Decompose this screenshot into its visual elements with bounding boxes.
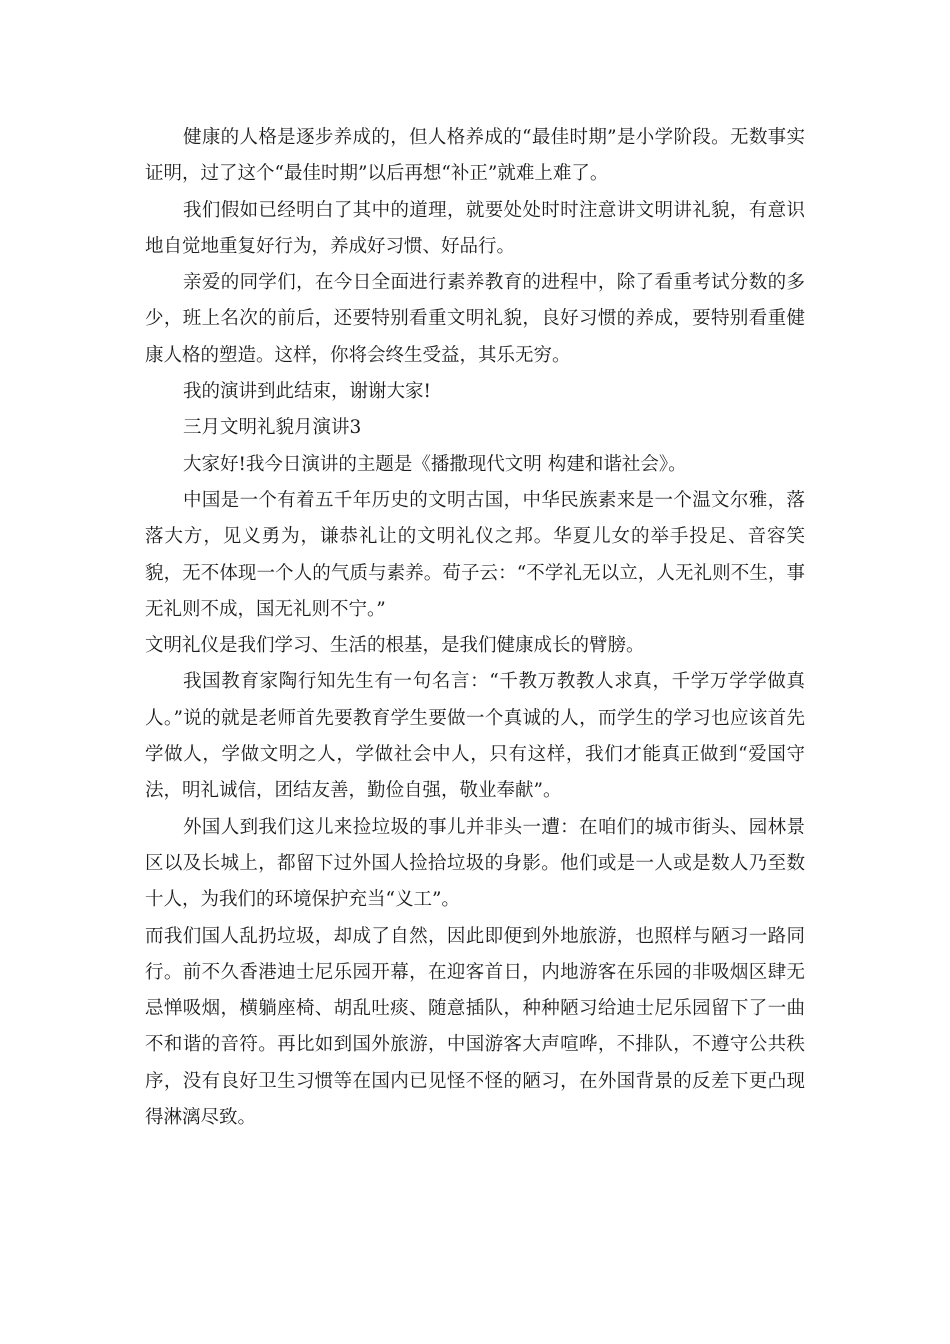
section-heading: 三月文明礼貌月演讲3 xyxy=(183,417,362,439)
paragraph-6: 大家好!我今日演讲的主题是《播撒现代文明 构建和谐社会》。 xyxy=(183,453,687,475)
document-body xyxy=(145,120,805,1136)
paragraph-11: 而我们国人乱扔垃圾，却成了自然，因此即便到外地旅游，也照样与陋习一路同行。前不久香港迪士尼乐园开幕，在迎客首日，内地游客在乐园的非吸烟区肆无忌惮吸烟，横躺座椅、胡乱吐痰、随意插队，种种陋习给迪士尼乐园留下了一曲不和谐的音符。再比如到国外旅游，中国游客大声喧哗，不排队，不遵守公共秩序，没有良好卫生习惯等在国内已见怪不怪的陋习，在外国背景的反差下更凸现得淋漓尽致。 xyxy=(145,925,805,1129)
paragraph-2: 我们假如已经明白了其中的道理，就要处处时时注意讲文明讲礼貌，有意识地自觉地重复好行为，养成好习惯、好品行。 xyxy=(145,199,805,257)
paragraph-8: 文明礼仪是我们学习、生活的根基，是我们健康成长的臂膀。 xyxy=(145,635,645,657)
paragraph-7: 中国是一个有着五千年历史的文明古国，中华民族素来是一个温文尔雅，落落大方，见义勇为，谦恭礼让的文明礼仪之邦。华夏儿女的举手投足、音容笑貌，无不体现一个人的气质与素养。荀子云：“不学礼无以立，人无礼则不生，事无礼则不成，国无礼则不宁。” xyxy=(145,489,805,620)
paragraph-1: 健康的人格是逐步养成的，但人格养成的“最佳时期”是小学阶段。无数事实证明，过了这个“最佳时期”以后再想“补正”就难上难了。 xyxy=(145,127,805,185)
paragraph-3: 亲爱的同学们，在今日全面进行素养教育的进程中，除了看重考试分数的多少，班上名次的前后，还要特别看重文明礼貌，良好习惯的养成，要特别看重健康人格的塑造。这样，你将会终生受益，其乐无穷。 xyxy=(145,272,805,366)
paragraph-9: 我国教育家陶行知先生有一句名言：“千教万教教人求真，千学万学学做真人。”说的就是老师首先要教育学生要做一个真诚的人，而学生的学习也应该首先学做人，学做文明之人，学做社会中人，只有这样，我们才能真正做到“爱国守法，明礼诚信，团结友善，勤俭自强，敬业奉献”。 xyxy=(145,671,805,802)
paragraph-10: 外国人到我们这儿来捡垃圾的事儿并非头一遭：在咱们的城市街头、园林景区以及长城上，都留下过外国人捡拾垃圾的身影。他们或是一人或是数人乃至数十人，为我们的环境保护充当“义工”。 xyxy=(145,816,805,911)
paragraph-4: 我的演讲到此结束，谢谢大家! xyxy=(183,381,431,403)
